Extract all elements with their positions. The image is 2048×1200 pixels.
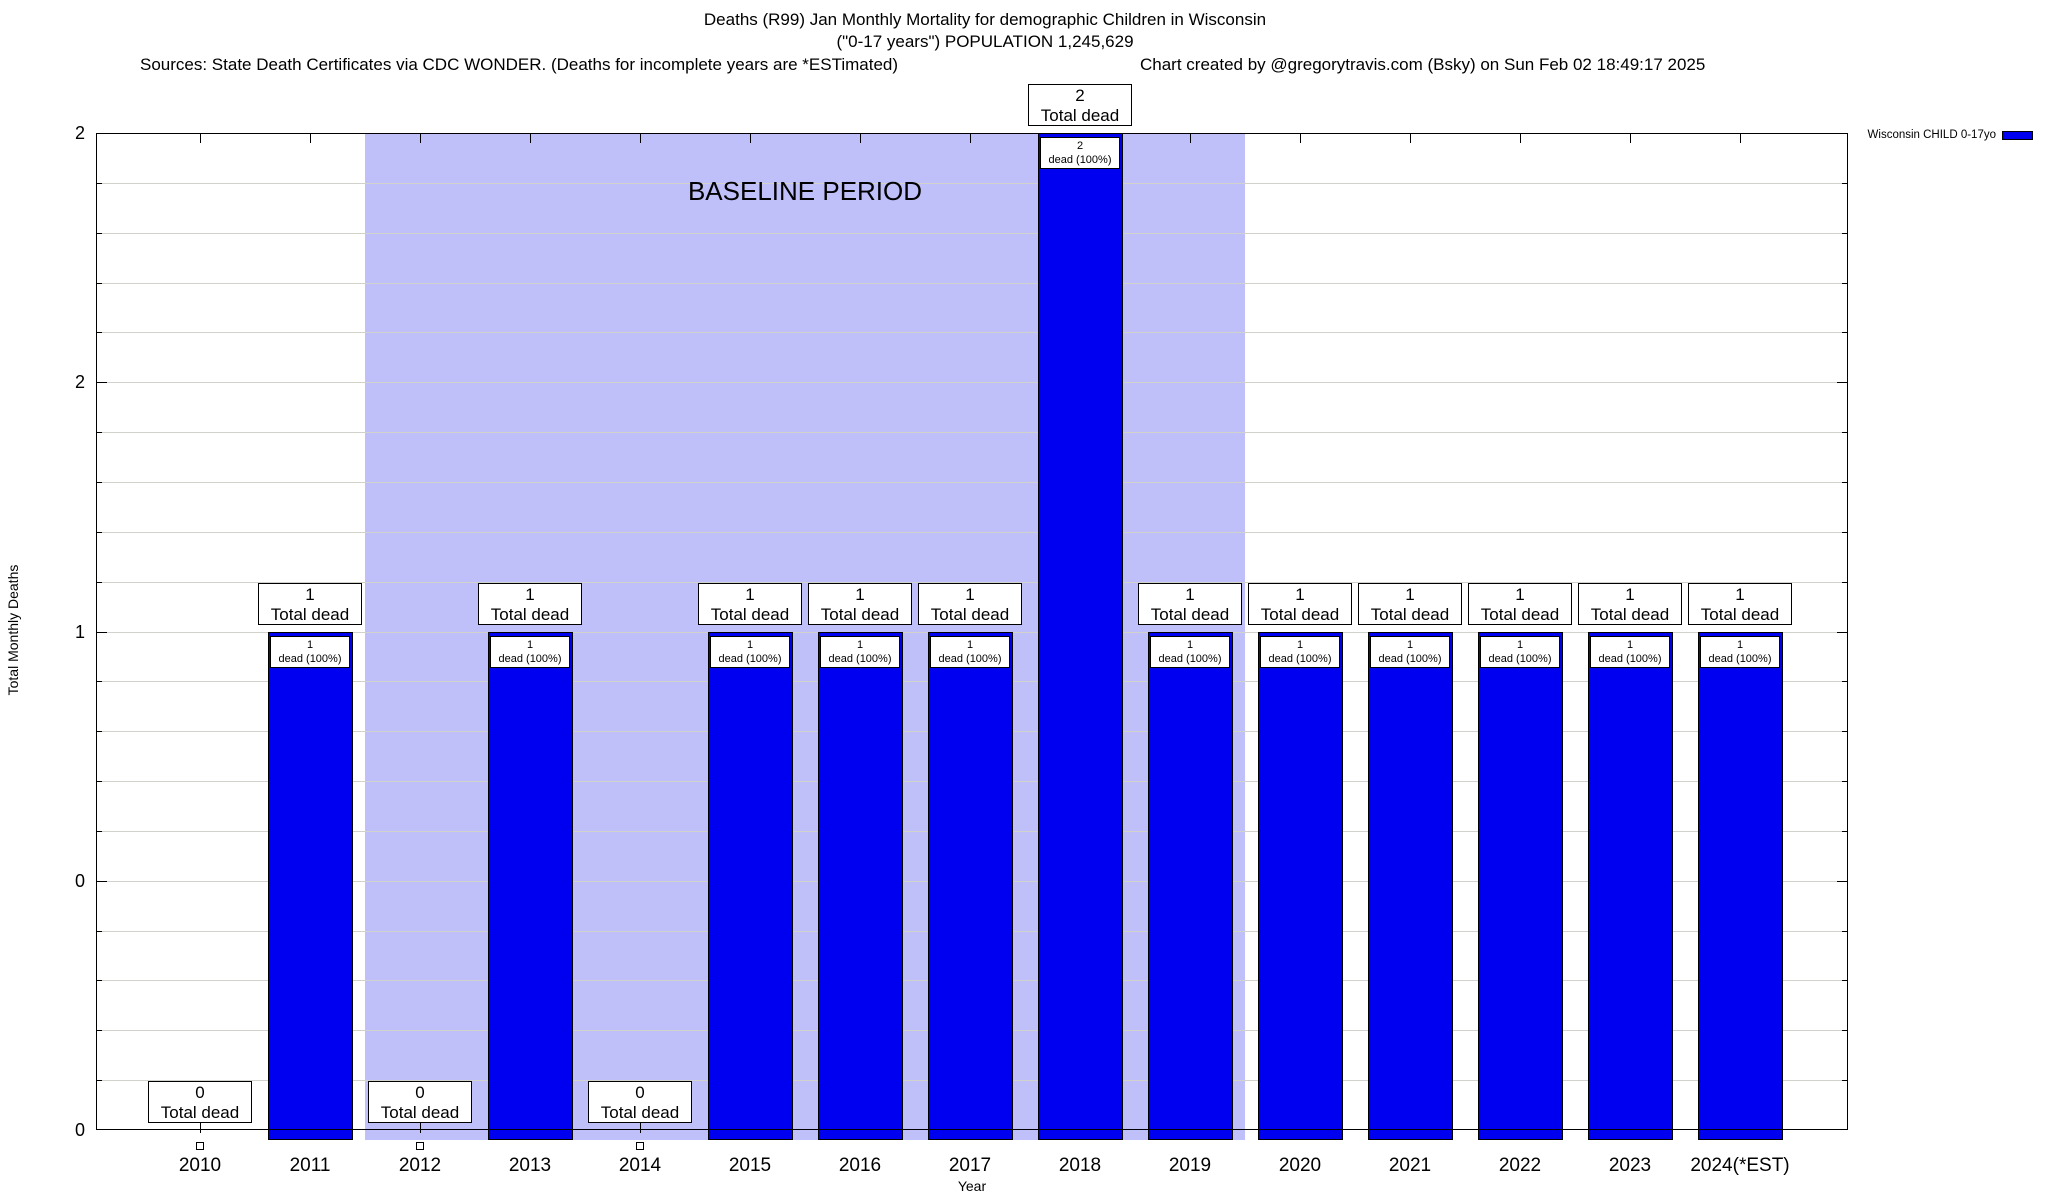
y-tick [1842, 432, 1847, 433]
y-tick [97, 482, 102, 483]
y-tick [1837, 881, 1847, 882]
y-tick [1842, 681, 1847, 682]
x-axis-label: Year [957, 1178, 987, 1194]
x-tick [1630, 134, 1631, 143]
y-tick [97, 382, 107, 383]
y-tick [97, 1030, 102, 1031]
y-tick [97, 532, 102, 533]
bar [818, 632, 903, 1140]
x-tick-label: 2012 [398, 1155, 442, 1176]
y-tick [97, 283, 102, 284]
bar-inner-label: 1 dead (100%) [1590, 636, 1670, 668]
y-tick [97, 582, 102, 583]
y-tick [97, 183, 102, 184]
x-tick-label: 2017 [948, 1155, 992, 1176]
bar [1698, 632, 1783, 1140]
y-tick-label: 0 [74, 1120, 85, 1140]
zero-marker [636, 1142, 644, 1150]
x-tick [1740, 134, 1741, 143]
bar-inner-label: 2 dead (100%) [1040, 137, 1120, 169]
x-tick-label: 2023 [1608, 1155, 1652, 1176]
x-tick [1520, 134, 1521, 143]
x-tick [1190, 134, 1191, 143]
x-tick-label: 2022 [1498, 1155, 1542, 1176]
x-tick-label: 2011 [289, 1155, 331, 1176]
y-tick-label: 0 [74, 871, 85, 891]
baseline-period-label: BASELINE PERIOD [687, 176, 923, 206]
y-tick [97, 233, 102, 234]
x-tick-label: 2024(*EST) [1690, 1155, 1790, 1176]
bar [928, 632, 1013, 1140]
y-tick [97, 980, 102, 981]
x-tick-label: 2013 [508, 1155, 552, 1176]
bar [1368, 632, 1453, 1140]
bar-inner-label: 1 dead (100%) [1260, 636, 1340, 668]
x-tick-label: 2010 [178, 1155, 222, 1176]
y-tick [1842, 1030, 1847, 1031]
bar-total-label: 0 Total dead [148, 1081, 252, 1123]
y-tick [1842, 831, 1847, 832]
x-tick [530, 134, 531, 143]
y-tick [97, 931, 102, 932]
y-tick [1842, 482, 1847, 483]
chart-subtitle: ("0-17 years") POPULATION 1,245,629 [836, 32, 1134, 51]
sources-note: Sources: State Death Certificates via CDC WONDER. (Deaths for incomplete years are *ESTimated) [140, 55, 899, 74]
bar [488, 632, 573, 1140]
y-tick [1842, 931, 1847, 932]
y-tick [97, 332, 102, 333]
x-tick [420, 134, 421, 143]
y-tick-label: 2 [74, 123, 85, 143]
y-tick [1842, 731, 1847, 732]
y-tick-label: 1 [74, 622, 85, 642]
bar-total-label: 1 Total dead [1468, 583, 1572, 625]
bar-total-label: 1 Total dead [918, 583, 1022, 625]
y-tick [1837, 382, 1847, 383]
gridline [97, 432, 1847, 433]
x-tick-label: 2016 [838, 1155, 882, 1176]
bar-total-label: 1 Total dead [1358, 583, 1462, 625]
zero-marker [416, 1142, 424, 1150]
y-axis-label: Total Monthly Deaths [5, 564, 21, 696]
bar-inner-label: 1 dead (100%) [270, 636, 350, 668]
bar [1038, 133, 1123, 1140]
x-tick-label: 2020 [1278, 1155, 1322, 1176]
y-tick [1842, 781, 1847, 782]
bar-total-label: 1 Total dead [1248, 583, 1352, 625]
zero-marker [196, 1142, 204, 1150]
x-tick [1410, 134, 1411, 143]
bar-inner-label: 1 dead (100%) [930, 636, 1010, 668]
bar-total-label: 1 Total dead [698, 583, 802, 625]
y-tick [97, 681, 102, 682]
x-tick [860, 134, 861, 143]
y-tick [97, 881, 107, 882]
bar-inner-label: 1 dead (100%) [710, 636, 790, 668]
bar-inner-label: 1 dead (100%) [1700, 636, 1780, 668]
x-tick-label: 2014 [618, 1155, 662, 1176]
chart-title: Deaths (R99) Jan Monthly Mortality for demographic Children in Wisconsin [703, 10, 1267, 29]
bar-inner-label: 1 dead (100%) [1150, 636, 1230, 668]
x-tick [1300, 134, 1301, 143]
gridline [97, 332, 1847, 333]
bar-total-label: 1 Total dead [258, 583, 362, 625]
gridline [97, 532, 1847, 533]
bar-total-label: 1 Total dead [478, 583, 582, 625]
x-tick [640, 134, 641, 143]
x-tick [750, 134, 751, 143]
y-tick [1842, 332, 1847, 333]
y-tick [1842, 582, 1847, 583]
credit-note: Chart created by @gregorytravis.com (Bsky) on Sun Feb 02 18:49:17 2025 [1140, 55, 1706, 74]
bar [1148, 632, 1233, 1140]
y-tick [97, 781, 102, 782]
bar [1258, 632, 1343, 1140]
zero-pointer-line [640, 1123, 641, 1133]
y-tick [1842, 1080, 1847, 1081]
y-tick [1842, 183, 1847, 184]
y-tick [97, 632, 107, 633]
zero-pointer-line [420, 1123, 421, 1133]
x-tick-label: 2019 [1168, 1155, 1212, 1176]
y-tick [1837, 632, 1847, 633]
bar-inner-label: 1 dead (100%) [490, 636, 570, 668]
gridline [97, 482, 1847, 483]
bar-total-label: 2 Total dead [1028, 84, 1132, 126]
gridline [97, 233, 1847, 234]
y-tick [97, 731, 102, 732]
bar-inner-label: 1 dead (100%) [820, 636, 900, 668]
x-tick [970, 134, 971, 143]
x-tick-label: 2018 [1058, 1155, 1102, 1176]
bar [1478, 632, 1563, 1140]
y-tick [1842, 233, 1847, 234]
y-tick [97, 1080, 102, 1081]
bar [1588, 632, 1673, 1140]
zero-pointer-line [200, 1123, 201, 1133]
x-tick-label: 2021 [1388, 1155, 1432, 1176]
y-tick [97, 432, 102, 433]
bar-inner-label: 1 dead (100%) [1370, 636, 1450, 668]
gridline [97, 382, 1847, 383]
bar-total-label: 0 Total dead [368, 1081, 472, 1123]
bar-total-label: 0 Total dead [588, 1081, 692, 1123]
bar [268, 632, 353, 1140]
y-tick [1842, 532, 1847, 533]
legend-label: Wisconsin CHILD 0-17yo [1867, 129, 1996, 141]
legend-swatch [2002, 131, 2033, 140]
y-tick-label: 2 [74, 372, 85, 392]
y-tick [1842, 283, 1847, 284]
bar-total-label: 1 Total dead [808, 583, 912, 625]
gridline [97, 283, 1847, 284]
bar-total-label: 1 Total dead [1578, 583, 1682, 625]
y-tick [1842, 980, 1847, 981]
x-tick [200, 134, 201, 143]
bar [708, 632, 793, 1140]
x-tick-label: 2015 [728, 1155, 772, 1176]
x-tick [310, 134, 311, 143]
y-tick [97, 831, 102, 832]
bar-inner-label: 1 dead (100%) [1480, 636, 1560, 668]
bar-total-label: 1 Total dead [1688, 583, 1792, 625]
bar-total-label: 1 Total dead [1138, 583, 1242, 625]
